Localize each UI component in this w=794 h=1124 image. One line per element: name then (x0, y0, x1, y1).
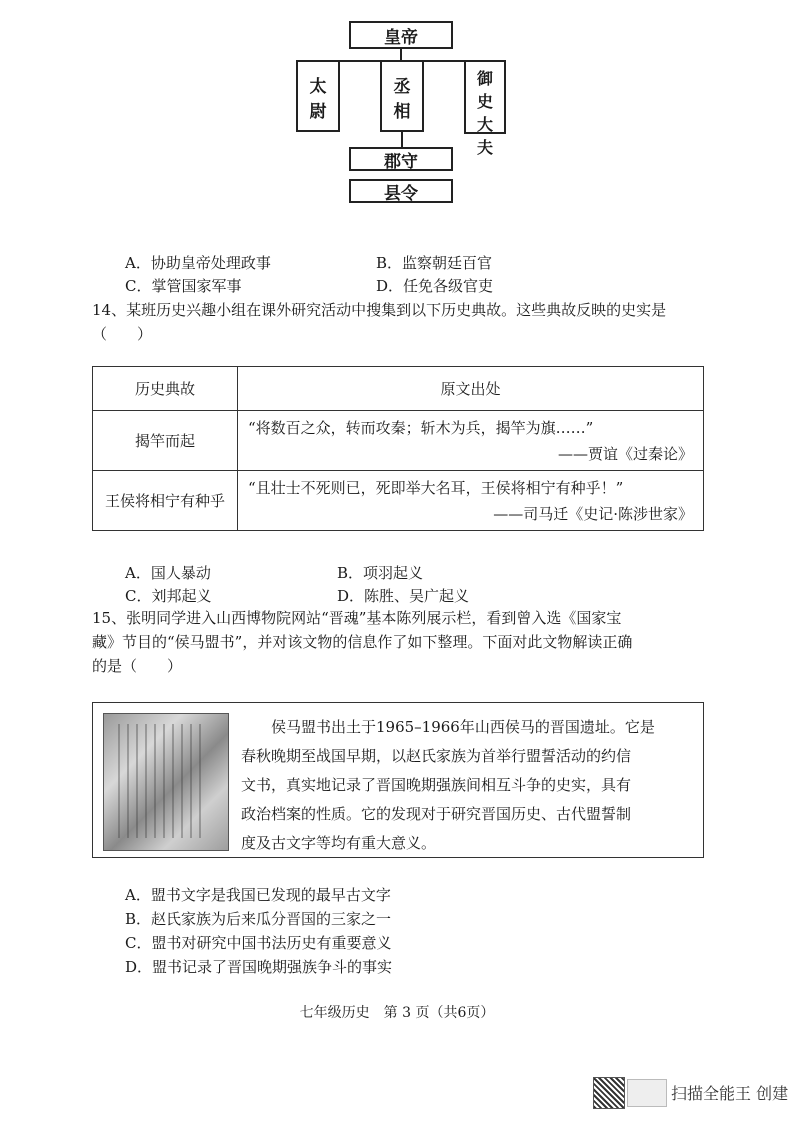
table-cell-story: 揭竿而起 (93, 411, 238, 471)
table-header: 原文出处 (238, 367, 704, 411)
page-footer: 七年级历史 第 3 页（共6页） (299, 1005, 495, 1021)
quote-text: “且壮士不死则已，死即举大名耳，王侯将相宁有种乎！” (248, 478, 624, 497)
table-cell-quote (238, 411, 704, 471)
q13-option-a: A．协助皇帝处理政事 (125, 254, 271, 272)
houma-covenant-photo (103, 713, 229, 851)
table-cell-story: 王侯将相宁有种乎 (93, 471, 238, 531)
q14-stem-line2: （ ） (92, 325, 153, 343)
q13-option-b: B．监察朝廷百官 (376, 254, 493, 272)
chancellor-box (380, 60, 424, 132)
taiwei-box (296, 60, 340, 132)
emperor-box (349, 21, 453, 49)
scanner-watermark (593, 1077, 789, 1107)
censor-char: 御 (476, 69, 493, 88)
table-row (93, 471, 704, 531)
q14-option-b: B．项羽起义 (337, 564, 424, 582)
q15-option-b: B．赵氏家族为后来瓜分晋国的三家之一 (125, 910, 392, 928)
q15-option-a: A．盟书文字是我国已发现的最早古文字 (125, 886, 391, 904)
q14-option-a: A．国人暴动 (125, 564, 211, 582)
magistrate-box (349, 179, 453, 203)
table-header: 历史典故 (93, 367, 238, 411)
q15-option-c: C．盟书对研究中国书法历史有重要意义 (125, 934, 392, 952)
q13-option-d: D．任免各级官吏 (376, 277, 494, 295)
q14-option-d: D．陈胜、吴广起义 (337, 587, 470, 605)
info-line: 侯马盟书出土于1965–1966年山西侯马的晋国遗址。它是 (241, 718, 655, 736)
q14-stem-line1: 14、某班历史兴趣小组在课外研究活动中搜集到以下历史典故。这些典故反映的史实是 (92, 301, 667, 319)
info-line: 春秋晚期至战国早期，以赵氏家族为首举行盟誓活动的约信 (241, 747, 632, 765)
taiwei-char: 尉 (309, 102, 327, 122)
censor-char: 史 (476, 92, 493, 111)
q15-info-text (241, 713, 693, 858)
governor-box (349, 147, 453, 171)
app-logo-icon (627, 1079, 667, 1107)
emperor-label: 皇帝 (384, 27, 418, 48)
quote-source: ——司马迁《史记·陈涉世家》 (493, 504, 693, 523)
q15-stem-line1: 15、张明同学进入山西博物院网站“晋魂”基本陈列展示栏，看到曾入选《国家宝 (92, 609, 622, 627)
table-cell-quote (238, 471, 704, 531)
info-line: 文书，真实地记录了晋国晚期强族间相互斗争的史实，具有 (241, 776, 632, 794)
table-header-row (93, 367, 704, 411)
q15-stem-line3: 的是（ ） (92, 657, 183, 675)
taiwei-char: 太 (309, 77, 327, 97)
info-line: 政治档案的性质。它的发现对于研究晋国历史、古代盟誓制 (241, 805, 632, 823)
q14-option-c: C．刘邦起义 (125, 587, 212, 605)
q14-source-table (92, 366, 704, 531)
connector-line (401, 132, 403, 147)
q13-option-c: C．掌管国家军事 (125, 277, 242, 295)
censor-box (464, 60, 506, 157)
q15-option-d: D．盟书记录了晋国晚期强族争斗的事实 (125, 958, 393, 976)
watermark-text: 扫描全能王 创建 (671, 1084, 789, 1103)
magistrate-label: 县令 (384, 183, 418, 204)
chancellor-char: 相 (393, 102, 411, 122)
info-line: 度及古文字等均有重大意义。 (241, 834, 437, 852)
quote-source: ——贾谊《过秦论》 (557, 444, 693, 463)
chancellor-char: 丞 (393, 77, 411, 97)
table-row (93, 411, 704, 471)
censor-char: 夫 (476, 138, 493, 157)
censor-char: 大 (476, 115, 493, 134)
q15-info-box (92, 702, 704, 858)
governor-label: 郡守 (384, 151, 418, 172)
quote-text: “将数百之众，转而攻秦；斩木为兵，揭竿为旗……” (248, 418, 594, 437)
qr-code-icon (593, 1077, 625, 1109)
q15-stem-line2: 藏》节目的“侯马盟书”，并对该文物的信息作了如下整理。下面对此文物解读正确 (92, 633, 633, 651)
